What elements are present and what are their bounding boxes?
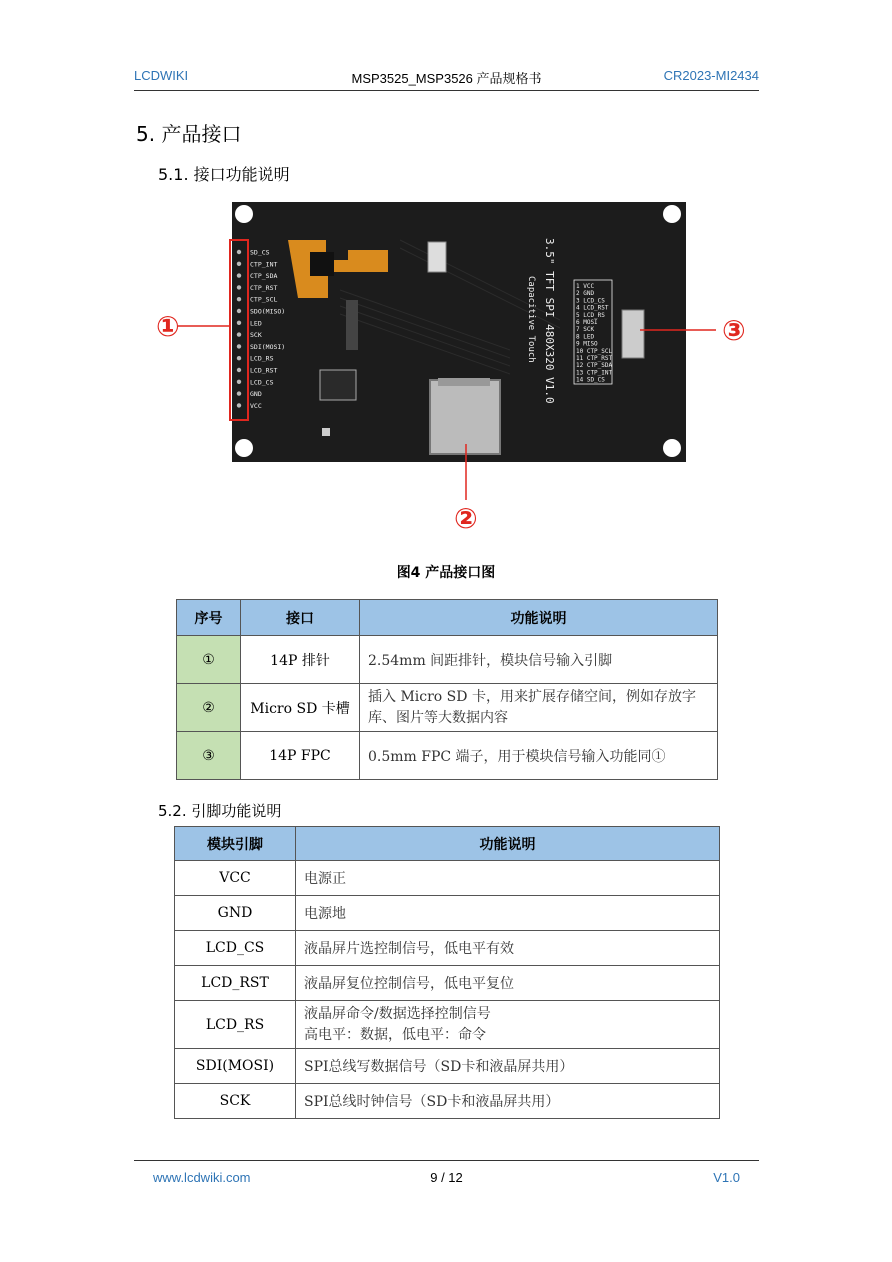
touch-fpc-connector [428, 242, 446, 272]
pin-name: LCD_CS [175, 931, 296, 966]
touch-ic [310, 252, 334, 276]
pin-header-label: SD_CS [250, 248, 270, 257]
product-interface-figure [140, 200, 760, 540]
row-number: ① [177, 636, 241, 684]
figure-caption: 图4 产品接口图 [396, 565, 496, 581]
fpc-pin-label: 1 VCC [576, 283, 595, 290]
pin-header-label: CTP_SCL [250, 295, 278, 304]
page-footer [134, 1160, 759, 1191]
table-row [177, 684, 718, 732]
resistor-array [346, 300, 358, 350]
pin-header-label: SCK [250, 331, 262, 340]
pin-header-label: CTP_RST [250, 283, 278, 292]
fpc-pin-label: 5 LCD_RS [576, 311, 605, 319]
pin-name: LCD_RST [175, 966, 296, 1001]
row-number: ② [177, 684, 241, 732]
header-left: LCDWIKI [134, 68, 189, 83]
pin-header-label: LCD_RS [250, 354, 274, 363]
pin-desc: 液晶屏复位控制信号，低电平复位 [296, 966, 720, 1001]
footer-website: www.lcdwiki.com [153, 1170, 251, 1185]
table-row [175, 966, 720, 1001]
fpc-pin-label: 8 LED [576, 333, 595, 341]
pin-header-label: GND [250, 390, 262, 399]
header-pin [237, 262, 241, 266]
footer-version: V1.0 [713, 1170, 740, 1185]
table-row [175, 1084, 720, 1119]
col-header: 序号 [177, 600, 241, 636]
interface-table [176, 599, 718, 780]
fpc-pin-label: 13 CTP_INT [576, 369, 613, 377]
pin-desc-line: 液晶屏命令/数据选择控制信号 [304, 1005, 491, 1022]
pin-header-label: LCD_CS [250, 378, 274, 387]
callout-1: ① [156, 310, 180, 343]
callout-2: ② [454, 502, 478, 535]
header-pin [237, 368, 241, 372]
fpc-pin-label: 3 LCD_CS [576, 297, 605, 305]
subsection-title-interface: 5.1. 接口功能说明 [158, 165, 290, 184]
pin-header-label: SDO(MISO) [250, 307, 286, 316]
header-pin [237, 285, 241, 289]
section-title: 5. 产品接口 [136, 122, 242, 146]
header-pin [237, 273, 241, 277]
page-number: 9 / 12 [430, 1170, 463, 1185]
header-pin [237, 321, 241, 325]
smd-component [322, 428, 330, 436]
fpc-pin-label: 10 CTP_SCL [576, 347, 613, 355]
pin-header-label: LCD_RST [250, 366, 278, 375]
subsection-title-pins: 5.2. 引脚功能说明 [158, 802, 282, 820]
pin-name: LCD_RS [175, 1001, 296, 1049]
fpc-pin-label: 12 CTP_SDA [576, 362, 613, 370]
table-row [177, 732, 718, 780]
header-pin [237, 309, 241, 313]
sd-slot-contacts [438, 378, 490, 386]
mount-hole [235, 439, 253, 457]
col-header: 功能说明 [360, 600, 718, 636]
header-doc-number: CR2023-MI2434 [663, 68, 759, 83]
header-pin [237, 344, 241, 348]
pin-header-label: SDI(MOSI) [250, 342, 286, 351]
pin-desc: SPI总线写数据信号（SD卡和液晶屏共用） [296, 1049, 720, 1084]
pin-desc [296, 1001, 720, 1049]
level-shifter-ic [320, 370, 356, 400]
pin-function-table [174, 826, 720, 1119]
pin-desc: 电源地 [296, 896, 720, 931]
interface-desc: 0.5mm FPC 端子，用于模块信号输入功能同① [360, 732, 718, 780]
row-number: ③ [177, 732, 241, 780]
header-pin [237, 332, 241, 336]
fpc-pin-label: 14 SD_CS [576, 376, 605, 384]
mount-hole [663, 205, 681, 223]
pin-desc: SPI总线时钟信号（SD卡和液晶屏共用） [296, 1084, 720, 1119]
table-header-row [175, 827, 720, 861]
col-header: 模块引脚 [175, 827, 296, 861]
pin-header-label: VCC [250, 401, 262, 410]
header-pin [237, 403, 241, 407]
callout-3: ③ [722, 314, 746, 347]
header-title: MSP3525_MSP3526 产品规格书 [351, 71, 542, 86]
pin-desc: 电源正 [296, 861, 720, 896]
fpc-pin-label: 11 CTP_RST [576, 355, 613, 362]
header-pin [237, 380, 241, 384]
col-header: 功能说明 [296, 827, 720, 861]
pin-header-label: CTP_SDA [250, 272, 278, 281]
interface-desc: 插入 Micro SD 卡，用来扩展存储空间，例如存放字库、图片等大数据内容 [360, 684, 718, 732]
mount-hole [235, 205, 253, 223]
page-header [134, 68, 759, 91]
table-row [175, 1001, 720, 1049]
header-pin [237, 391, 241, 395]
col-header: 接口 [241, 600, 360, 636]
board-subtitle-text: Capacitive Touch [526, 276, 536, 363]
fpc-pin-label: 7 SCK [576, 326, 595, 334]
interface-name: 14P FPC [241, 732, 360, 780]
table-header-row [177, 600, 718, 636]
pin-name: SDI(MOSI) [175, 1049, 296, 1084]
interface-desc: 2.54mm 间距排针，模块信号输入引脚 [360, 636, 718, 684]
header-pin [237, 250, 241, 254]
micro-sd-slot [430, 380, 500, 454]
mount-hole [663, 439, 681, 457]
pin-header-label: LED [250, 319, 262, 328]
pin-desc-line: 高电平：数据，低电平：命令 [304, 1026, 486, 1043]
pin-name: SCK [175, 1084, 296, 1119]
table-row [175, 861, 720, 896]
board-illustration [140, 200, 760, 540]
fpc-connector [622, 310, 644, 358]
table-row [175, 1049, 720, 1084]
fpc-pin-label: 6 MOSI [576, 319, 598, 326]
table-row [177, 636, 718, 684]
fpc-pin-label: 9 MISO [576, 340, 598, 348]
fpc-pin-label: 4 LCD_RST [576, 304, 609, 312]
header-pin [237, 356, 241, 360]
table-row [175, 931, 720, 966]
board-title-text: 3.5" TFT SPI 480X320 V1.0 [543, 238, 556, 404]
interface-name: 14P 排针 [241, 636, 360, 684]
pin-desc: 液晶屏片选控制信号，低电平有效 [296, 931, 720, 966]
pin-header-label: CTP_INT [250, 260, 278, 269]
pin-name: VCC [175, 861, 296, 896]
interface-name: Micro SD 卡槽 [241, 684, 360, 732]
fpc-pin-label: 2 GND [576, 290, 595, 298]
header-pin [237, 297, 241, 301]
table-row [175, 896, 720, 931]
pin-name: GND [175, 896, 296, 931]
